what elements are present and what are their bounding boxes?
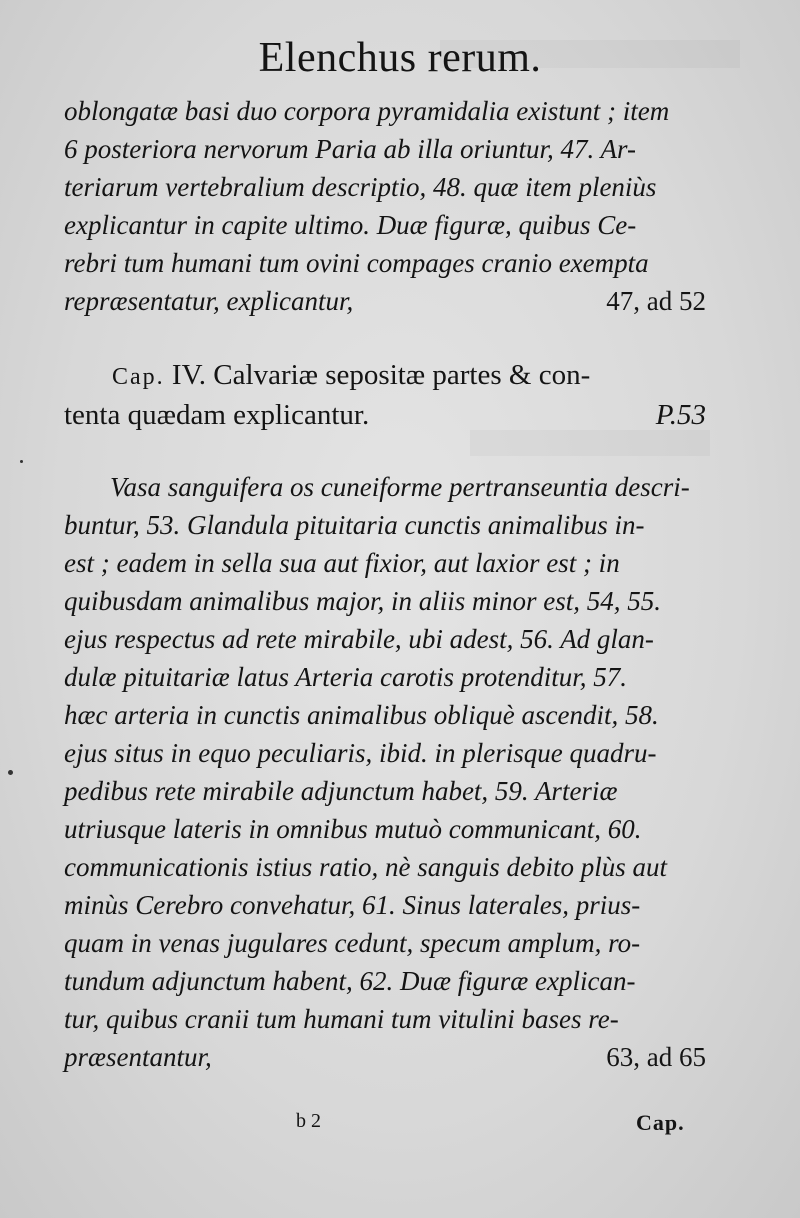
text-line: teriarum vertebralium descriptio, 48. quæ item pleniùs bbox=[64, 172, 657, 202]
text-line-last bbox=[64, 1038, 706, 1076]
text-line: 6 posteriora nervorum Paria ab illa oriuntur, 47. Ar- bbox=[64, 134, 636, 164]
catchword: Cap. bbox=[636, 1110, 685, 1135]
text-line: quibusdam animalibus major, in aliis minor est, 54, 55. bbox=[64, 586, 662, 616]
chapter-title-line-2: tenta quædam explicantur. bbox=[64, 399, 370, 431]
page-reference: 63, ad 65 bbox=[606, 1042, 706, 1072]
text-line: est ; eadem in sella sua aut fixior, aut laxior est ; in bbox=[64, 548, 620, 578]
text-line: ejus respectus ad rete mirabile, ubi adest, 56. Ad glan- bbox=[64, 624, 654, 654]
chapter-number: IV. bbox=[171, 359, 207, 391]
text-line: ejus situs in equo peculiaris, ibid. in plerisque quadru- bbox=[64, 738, 657, 768]
text-line: Vasa sanguifera os cuneiforme pertranseuntia descri- bbox=[110, 472, 690, 502]
chapter-heading-line-1 bbox=[112, 356, 712, 396]
chapter-heading bbox=[64, 356, 712, 434]
text-line: tundum adjunctum habent, 62. Duæ figuræ explican- bbox=[64, 966, 636, 996]
text-line: minùs Cerebro convehatur, 61. Sinus laterales, prius- bbox=[64, 890, 641, 920]
text-line: buntur, 53. Glandula pituitaria cunctis animalibus in- bbox=[64, 510, 645, 540]
signature-mark: b 2 bbox=[296, 1110, 321, 1132]
text-line: rebri tum humani tum ovini compages cranio exempta bbox=[64, 248, 649, 278]
text-line: communicationis istius ratio, nè sanguis debito plùs aut bbox=[64, 852, 668, 882]
text-line: repræsentatur, explicantur, bbox=[64, 286, 354, 316]
chapter-label: Cap. bbox=[112, 364, 165, 390]
ink-speck bbox=[20, 460, 23, 463]
text-line-last bbox=[64, 282, 706, 320]
text-line: explicantur in capite ultimo. Duæ figuræ, quibus Ce- bbox=[64, 210, 637, 240]
text-line: oblongatæ basi duo corpora pyramidalia existunt ; item bbox=[64, 96, 670, 126]
page-title: Elenchus rerum. bbox=[258, 35, 542, 81]
page-reference: 47, ad 52 bbox=[606, 286, 706, 316]
chapter-title-line-1: Calvariæ sepositæ partes & con- bbox=[213, 359, 591, 391]
text-line: pedibus rete mirabile adjunctum habet, 59. Arteriæ bbox=[64, 776, 618, 806]
chapter-heading-line-2 bbox=[64, 396, 712, 434]
text-line: utriusque lateris in omnibus mutuò communicant, 60. bbox=[64, 814, 642, 844]
text-line: præsentantur, bbox=[64, 1042, 212, 1072]
text-line: dulæ pituitariæ latus Arteria carotis protenditur, 57. bbox=[64, 662, 628, 692]
paragraph-entry-2 bbox=[64, 468, 706, 1076]
paragraph-entry-1 bbox=[64, 92, 706, 320]
text-line: hæc arteria in cunctis animalibus obliquè ascendit, 58. bbox=[64, 700, 659, 730]
text-line: quam in venas jugulares cedunt, specum amplum, ro- bbox=[64, 928, 641, 958]
chapter-page-reference: P.53 bbox=[655, 399, 706, 431]
ink-speck bbox=[8, 770, 13, 775]
text-line: tur, quibus cranii tum humani tum vitulini bases re- bbox=[64, 1004, 619, 1034]
